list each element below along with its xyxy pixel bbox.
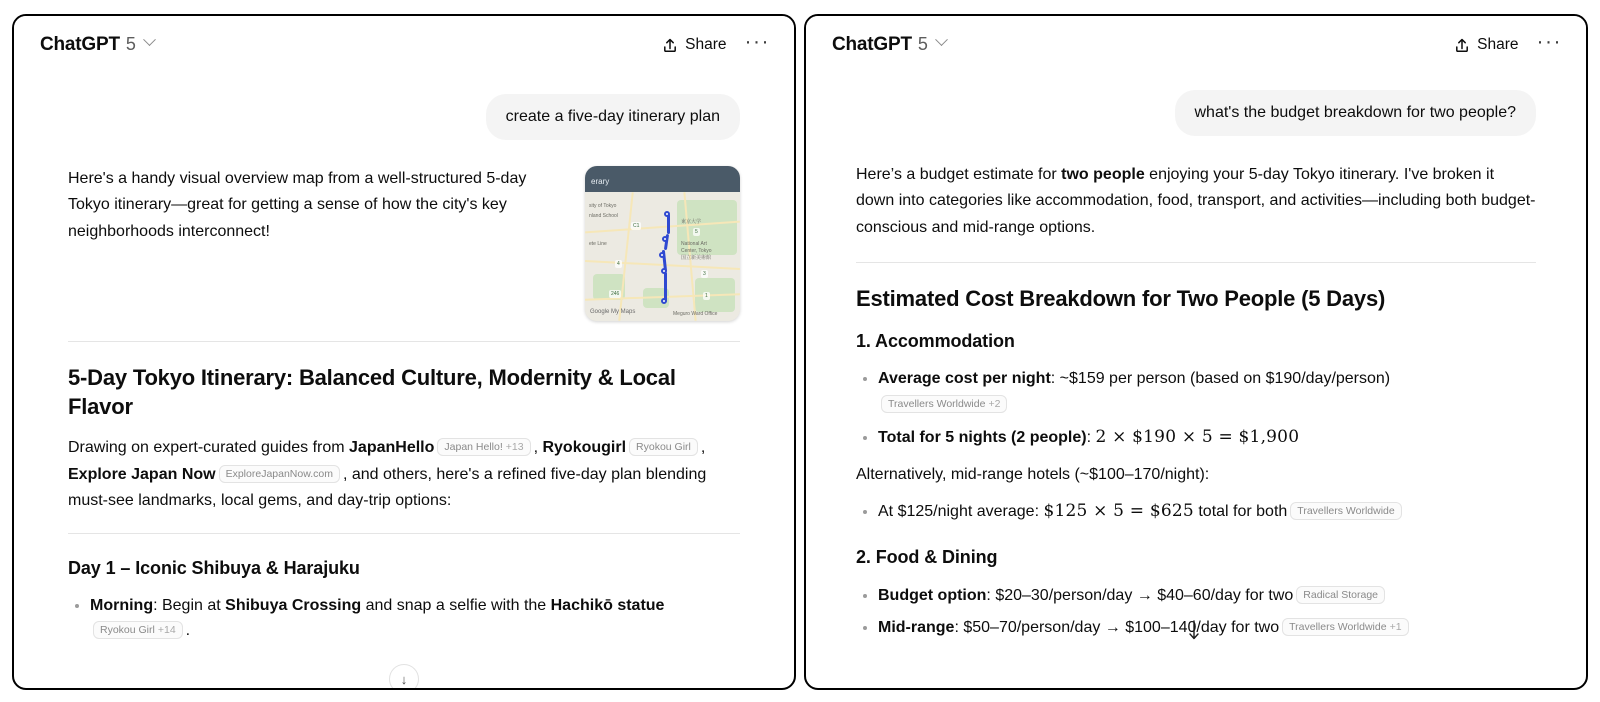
intro-bold-1: two people — [1061, 165, 1145, 183]
source-2: Ryokougirl — [542, 439, 627, 457]
bullet-text: : ~$159 per person (based on $190/day/person) — [1050, 370, 1391, 388]
list-item — [90, 593, 740, 644]
list-item — [878, 583, 1536, 609]
section-1-title: 1. Accommodation — [856, 331, 1015, 352]
section-2-title: 2. Food & Dining — [856, 547, 998, 568]
list-item — [878, 615, 1536, 641]
chevron-down-icon — [935, 33, 948, 46]
citation-chip-5[interactable] — [881, 395, 1007, 413]
sources-tail: , and others, here's a refined five-day plan blending must-see landmarks, local gems, and day-trip options: — [68, 465, 707, 510]
sources-lead: Drawing on expert-curated guides from — [68, 439, 350, 457]
share-label-left: Share — [685, 36, 727, 53]
bullet-math: 2 × $190 × 5 = $1,900 — [1095, 427, 1300, 448]
more-options-button-left[interactable]: ··· — [744, 30, 770, 53]
bullet-text: : $50–70/person/day → $100–140/day for two — [954, 619, 1280, 637]
citation-chip-4-count: +14 — [157, 624, 176, 637]
itinerary-heading: 5-Day Tokyo Itinerary: Balanced Culture, Modernity & Local Flavor — [68, 364, 676, 419]
list-item — [878, 366, 1536, 417]
left-chat-window — [12, 14, 796, 690]
share-button-left[interactable] — [662, 36, 726, 54]
assistant-message-right — [856, 162, 1536, 641]
map-attribution: Google My Maps — [590, 309, 636, 316]
list-item — [878, 424, 1536, 451]
divider-1 — [68, 341, 740, 342]
sources-comma-2: , — [700, 439, 706, 457]
model-switcher-right[interactable] — [832, 34, 946, 56]
sources-paragraph — [68, 435, 740, 515]
day-1-heading: Day 1 – Iconic Shibuya & Harajuku — [68, 557, 360, 578]
assistant-message-left — [68, 166, 740, 644]
map-card-header: erary — [585, 166, 740, 192]
citation-chip-6[interactable]: Travellers Worldwide — [1290, 502, 1401, 520]
bullet-text-pre: At $125/night average: — [878, 503, 1044, 521]
share-icon — [662, 37, 678, 54]
bullet-math: $125 × 5 = $625 — [1043, 501, 1194, 522]
share-label-right: Share — [1477, 36, 1519, 53]
right-chat-window — [804, 14, 1588, 690]
citation-chip-1[interactable] — [437, 438, 530, 456]
intro-paragraph-left: Here's a handy visual overview map from a well-structured 5-day Tokyo itinerary—great for getting a sense of how the city's key neighborhoods interconnect! — [68, 169, 527, 240]
divider-right-1 — [856, 262, 1536, 263]
budget-heading: Estimated Cost Breakdown for Two People (5 Days) — [856, 285, 1386, 311]
source-1: JapanHello — [349, 439, 435, 457]
citation-chip-8-count: +1 — [1389, 621, 1402, 634]
bullet-bold-1: Shibuya Crossing — [225, 596, 362, 614]
citation-chip-4[interactable] — [93, 621, 183, 639]
bullet-text-1: : Begin at — [153, 596, 226, 614]
source-3: Explore Japan Now — [68, 465, 216, 483]
divider-2 — [68, 533, 740, 534]
bullet-label: Total for 5 nights (2 people) — [878, 429, 1087, 447]
more-options-button-right[interactable]: ··· — [1536, 30, 1562, 53]
bullet-label: Mid-range — [878, 619, 955, 637]
section-1-bullets — [856, 366, 1536, 451]
brand-label-right: ChatGPT — [832, 34, 912, 55]
citation-chip-8[interactable] — [1282, 618, 1408, 636]
right-conversation — [806, 74, 1586, 641]
share-icon — [1454, 37, 1470, 54]
user-message-row-right — [856, 90, 1536, 136]
list-item — [878, 498, 1536, 525]
alternative-line: Alternatively, mid-range hotels (~$100–170/night): — [856, 465, 1210, 483]
brand-label-left: ChatGPT — [40, 34, 120, 55]
user-message-left: create a five-day itinerary plan — [486, 94, 740, 140]
intro-part-1: Here’s a budget estimate for — [856, 165, 1062, 183]
model-label-right: 5 — [917, 34, 928, 54]
bullet-label: Morning — [90, 596, 154, 614]
scroll-to-bottom-button[interactable]: ↓ — [389, 664, 419, 688]
bullet-text-2: and snap a selfie with the — [361, 596, 551, 614]
right-top-bar — [806, 16, 1586, 74]
citation-chip-2[interactable]: Ryokou Girl — [629, 438, 698, 456]
user-message-row-left — [68, 94, 740, 140]
bullet-label: Budget option — [878, 586, 987, 604]
share-button-right[interactable] — [1454, 36, 1518, 54]
citation-chip-8-label: Travellers Worldwide — [1289, 621, 1387, 634]
left-conversation — [14, 74, 794, 644]
bullet-text: : $20–30/person/day → $40–60/day for two — [986, 586, 1294, 604]
sources-comma-1: , — [533, 439, 543, 457]
map-image: sity of Tokyo nland School ete Line 東京大学 National Art Center, Tokyo 国立新美術館 Meguro Ward Office C1 5 4 3 246 1 Google My Maps — [585, 192, 740, 321]
user-message-right: what's the budget breakdown for two people? — [1175, 90, 1537, 136]
citation-chip-3[interactable]: ExploreJapanNow.com — [219, 465, 340, 483]
budget-intro-paragraph — [856, 162, 1536, 242]
citation-chip-5-count: +2 — [988, 397, 1001, 410]
bullet-text: : — [1086, 429, 1096, 447]
citation-chip-1-label: Japan Hello! — [444, 441, 503, 454]
section-1-alt-bullets — [856, 498, 1536, 525]
bullet-tail: . — [185, 622, 191, 640]
citation-chip-1-count: +13 — [505, 441, 524, 454]
map-thumbnail[interactable] — [585, 166, 740, 321]
citation-chip-7[interactable]: Radical Storage — [1296, 586, 1385, 604]
bullet-text-post: total for both — [1193, 503, 1288, 521]
bullet-bold-2: Hachikō statue — [550, 596, 665, 614]
chevron-down-icon — [143, 33, 156, 46]
day-1-bullets — [68, 593, 740, 644]
left-top-bar — [14, 16, 794, 74]
model-switcher-left[interactable] — [40, 34, 154, 56]
citation-chip-5-label: Travellers Worldwide — [888, 397, 986, 410]
section-2-bullets — [856, 583, 1536, 641]
citation-chip-4-label: Ryokou Girl — [100, 624, 155, 637]
bullet-label: Average cost per night — [878, 370, 1051, 388]
intro-part-2: enjoying your 5-day Tokyo itinerary. I've broken it down into categories like accommodation, food, transport, and activities—including both budget-conscious and mid-range options. — [856, 165, 1536, 236]
model-label-left: 5 — [125, 34, 136, 54]
